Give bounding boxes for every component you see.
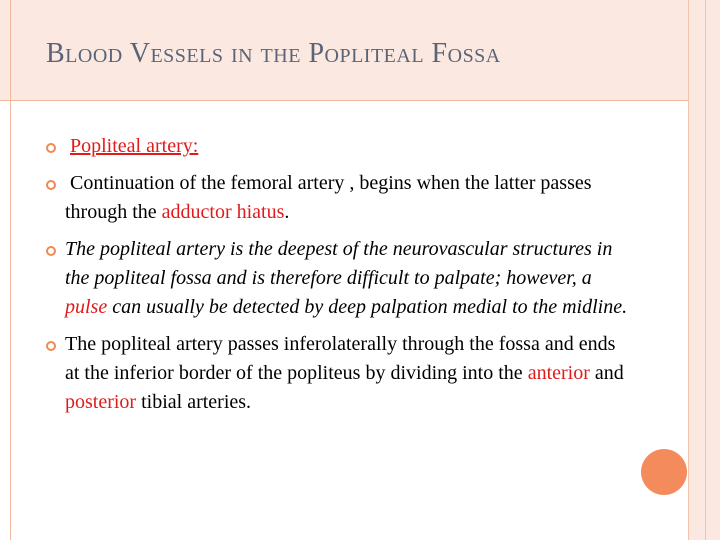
bullet-icon — [46, 180, 56, 190]
bullet-list — [44, 132, 629, 425]
bullet-continuation — [44, 169, 629, 227]
bullet-text: Continuation of the femoral artery , begins when the latter passes through the — [65, 172, 592, 223]
bullet-palpation — [44, 235, 629, 322]
bullet-course-termination — [44, 330, 629, 417]
bullet-text-middle: and — [589, 362, 624, 384]
bullet-text: The popliteal artery passes inferolaterally through the fossa and ends at the inferior border of the popliteus by dividing into the — [65, 333, 616, 384]
bullet-text-end: tibial arteries. — [136, 391, 252, 413]
bullet-text: The popliteal artery is the deepest of the neurovascular structures in the popliteal fossa and is therefore difficult to palpate; however, a — [65, 238, 613, 289]
highlight-pulse: pulse — [65, 296, 108, 318]
section-heading: Popliteal artery: — [70, 135, 199, 157]
title-divider — [0, 100, 688, 101]
bullet-text-end: can usually be detected by deep palpation medial to the midline. — [107, 296, 628, 318]
slide-title: Blood Vessels in the Popliteal Fossa — [46, 38, 501, 69]
bullet-icon — [46, 143, 56, 153]
right-band-edge — [688, 0, 689, 540]
accent-circle — [641, 449, 687, 495]
right-band-inner-line — [705, 0, 706, 540]
highlight-anterior: anterior — [527, 362, 590, 384]
bullet-icon — [46, 246, 56, 256]
bullet-popliteal-artery-heading — [44, 132, 629, 161]
left-border-line — [10, 0, 11, 540]
bullet-icon — [46, 341, 56, 351]
bullet-text-end: . — [284, 201, 290, 223]
highlight-posterior: posterior — [65, 391, 137, 413]
right-side-band — [688, 0, 720, 540]
highlight-adductor-hiatus: adductor hiatus — [161, 201, 285, 223]
